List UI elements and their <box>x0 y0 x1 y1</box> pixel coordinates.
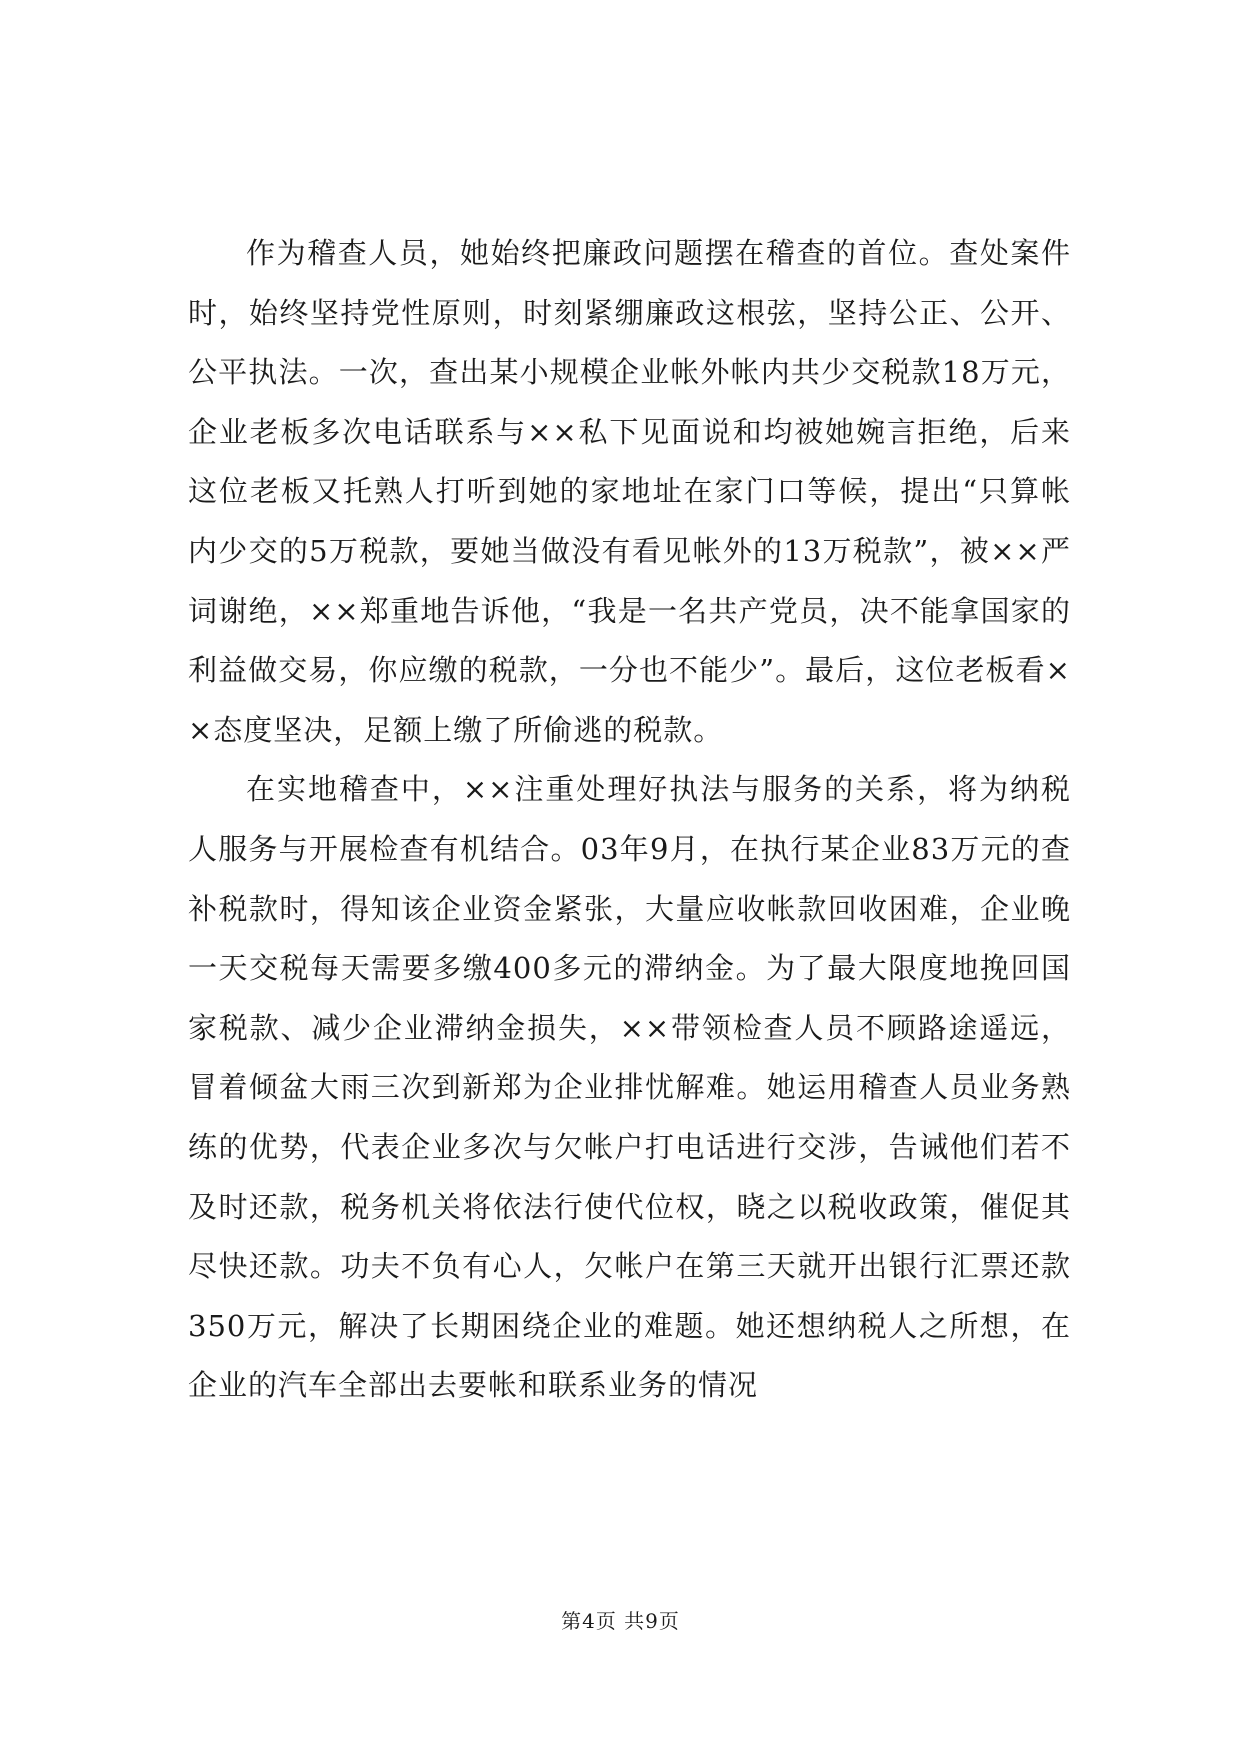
paragraph-integrity: 作为稽查人员，她始终把廉政问题摆在稽查的首位。查处案件时，始终坚持党性原则，时刻紧绷廉政这根弦，坚持公正、公开、公平执法。一次，查出某小规模企业帐外帐内共少交税款18万元，企业老板多次电话联系与××私下见面说和均被她婉言拒绝，后来这位老板又托熟人打听到她的家地址在家门口等候，提出“只算帐内少交的5万税款，要她当做没有看见帐外的13万税款”，被××严词谢绝，××郑重地告诉他，“我是一名共产党员，决不能拿国家的利益做交易，你应缴的税款，一分也不能少”。最后，这位老板看××态度坚决，足额上缴了所偷逃的税款。 <box>188 236 1071 747</box>
paragraph-service: 在实地稽查中，××注重处理好执法与服务的关系，将为纳税人服务与开展检查有机结合。03年9月，在执行某企业83万元的查补税款时，得知该企业资金紧张，大量应收帐款回收困难，企业晚一天交税每天需要多缴400多元的滞纳金。为了最大限度地挽回国家税款、减少企业滞纳金损失，××带领检查人员不顾路途遥远，冒着倾盆大雨三次到新郑为企业排忧解难。她运用稽查人员业务熟练的优势，代表企业多次与欠帐户打电话进行交涉，告诫他们若不及时还款，税务机关将依法行使代位权，晓之以税收政策，催促其尽快还款。功夫不负有心人，欠帐户在第三天就开出银行汇票还款350万元，解决了长期困绕企业的难题。她还想纳税人之所想，在企业的汽车全部出去要帐和联系业务的情况 <box>188 772 1071 1403</box>
page-footer: 第4页 共9页 <box>561 1609 680 1633</box>
document-body <box>188 224 1071 1416</box>
